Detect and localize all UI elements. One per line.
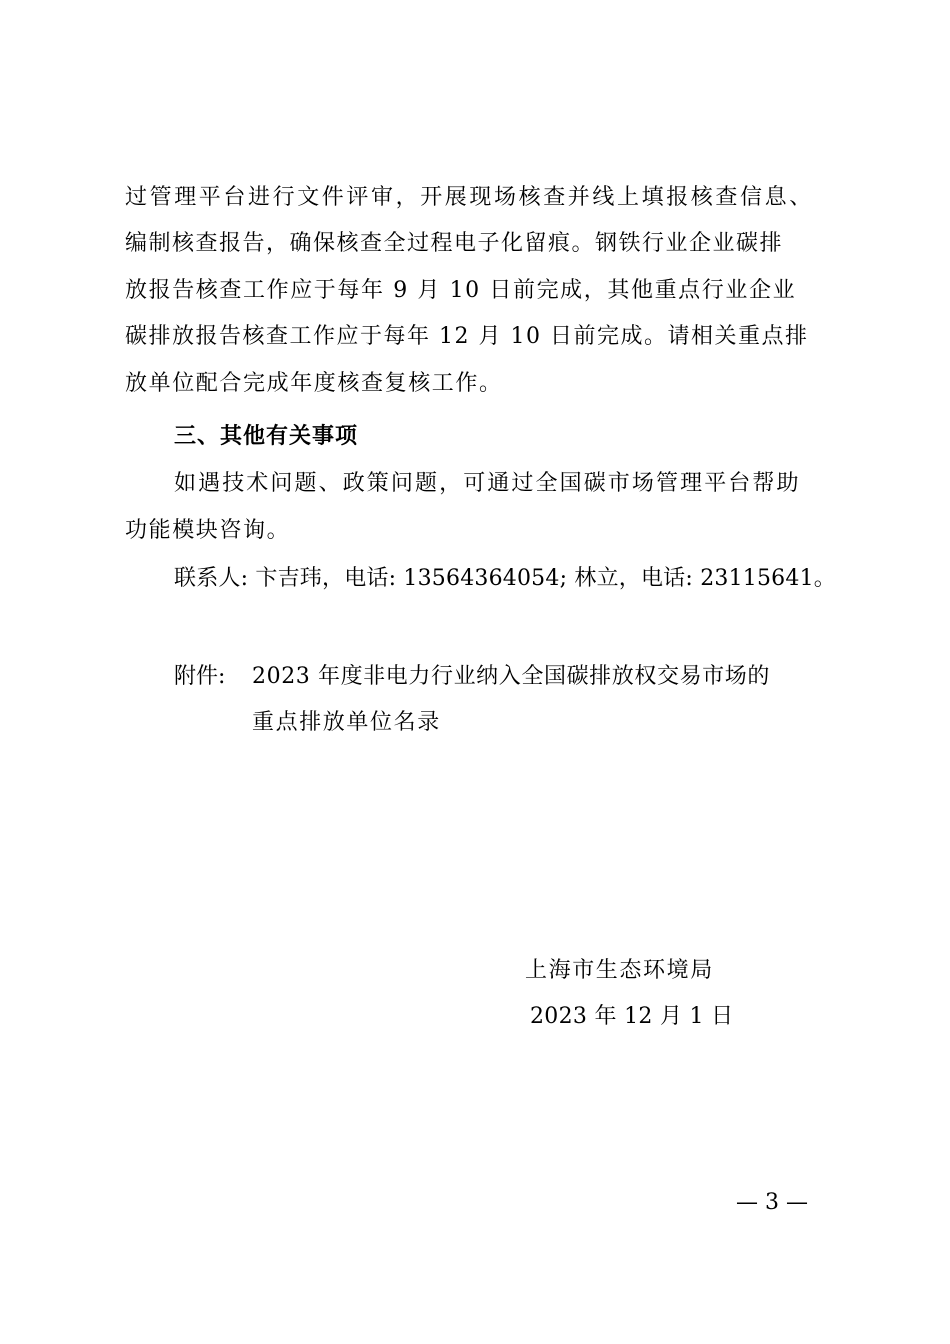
paragraph1-line-4: 碳排放报告核查工作应于每年 12 月 10 日前完成。请相关重点排 xyxy=(125,324,809,349)
paragraph1-line-5: 放单位配合完成年度核查复核工作。 xyxy=(125,371,503,396)
contact-info: 联系人: 卞吉玮，电话: 13564364054; 林立，电话: 23115641。 xyxy=(174,566,836,591)
paragraph2-line-2: 功能模块咨询。 xyxy=(125,518,291,543)
signature-organization: 上海市生态环境局 xyxy=(525,958,714,983)
page-number: — 3 — xyxy=(736,1190,808,1215)
signature-date: 2023 年 12 月 1 日 xyxy=(530,1004,734,1029)
paragraph1-line-2: 编制核查报告，确保核查全过程电子化留痕。钢铁行业企业碳排 xyxy=(125,231,784,256)
paragraph2-line-1: 如遇技术问题、政策问题，可通过全国碳市场管理平台帮助 xyxy=(174,471,801,496)
attachment-title-line-2: 重点排放单位名录 xyxy=(252,710,441,735)
section-heading: 三、其他有关事项 xyxy=(174,424,359,449)
paragraph1-line-3: 放报告核查工作应于每年 9 月 10 日前完成，其他重点行业企业 xyxy=(125,278,797,303)
attachment-label: 附件: xyxy=(174,664,226,689)
paragraph1-line-1: 过管理平台进行文件评审，开展现场核查并线上填报核查信息、 xyxy=(125,185,814,210)
attachment-title-line-1: 2023 年度非电力行业纳入全国碳排放权交易市场的 xyxy=(252,664,770,689)
